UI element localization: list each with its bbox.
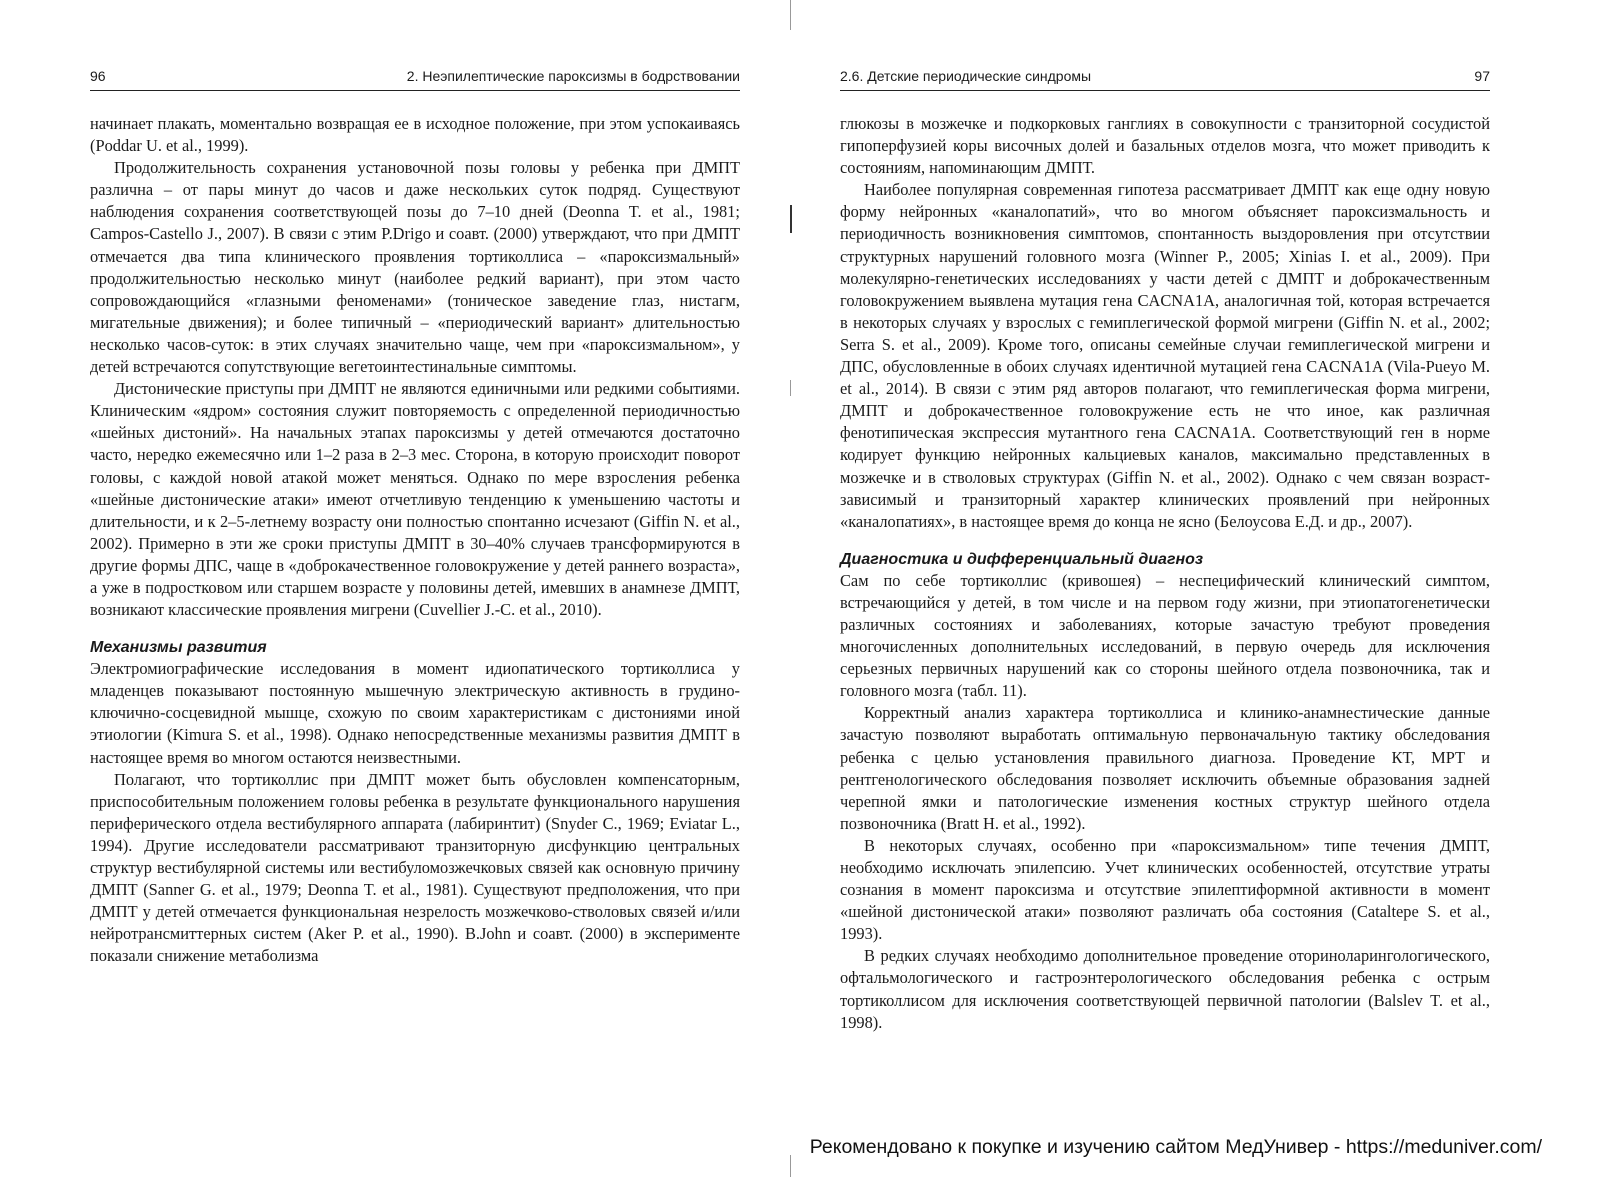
paragraph: Продолжительность сохранения установочной позы головы у ребенка при ДМПТ различна – от пары минут до часов и даже нескольких суток подряд. Существуют наблюдения сохранения соответствующей позы до 7–10 дней (Deonna T. et al., 1981; Campos-Castello J., 2007). В связи с этим P.Drigo и соавт. (2000) утверждают, что при ДМПТ отмечается два типа клинического проявления тортиколлиса – «пароксизмальный» продолжительностью несколько минут (наиболее редкий вариант), при этом часто сопровождающийся «глазными феноменами» (тоническое заведение глаз, нистагм, мигательные движения); и более типичный – «периодический вариант» длительностью несколько часов-суток: в этих случаях значительно чаще, чем при «пароксизмальном», у детей встречаются сопутствующие вегетоинтестинальные симптомы.	[90, 158, 740, 377]
page-number: 96	[90, 68, 106, 84]
gutter-line	[790, 0, 791, 30]
paragraph: глюкозы в мозжечке и подкорковых ганглиях в совокупности с транзиторной сосудистой гипоперфузией коры височных долей и базальных отделов мозга, что может приводить к состояниям, напоминающим ДМПТ.	[840, 114, 1490, 178]
gutter-line	[790, 205, 792, 233]
paragraph: В редких случаях необходимо дополнительное проведение оториноларингологического, офтальмологического и гастроэнтерологического обследования ребенка с острым тортиколлисом для исключения соответствующей первичной патологии (Balslev T. et al., 1998).	[840, 946, 1490, 1032]
paragraph: Электромиографические исследования в момент идиопатического тортиколлиса у младенцев показывают постоянную мышечную электрическую активность в грудино-ключично-сосцевидной мышце, схожую по своим характеристикам с дистониями иной этиологии (Kimura S. et al., 1998). Однако непосредственные механизмы развития ДМПТ в настоящее время во многом остаются неизвестными.	[90, 659, 740, 767]
gutter-line	[790, 1155, 791, 1177]
paragraph: Наиболее популярная современная гипотеза рассматривает ДМПТ как еще одну новую форму нейронных «каналопатий», что во многом объясняет пароксизмальность и периодичность возникновения симптомов, спонтанность выздоровления при отсутствии структурных нарушений головного мозга (Winner P., 2005; Xinias I. et al., 2009). При молекулярно-генетических исследованиях у части детей с ДМПТ и доброкачественным головокружением выявлена мутация гена CACNA1A, аналогичная той, которая встречается в некоторых случаях у взрослых с гемиплегической формой мигрени (Giffin N. et al., 2002; Serra S. et al., 2009). Кроме того, описаны семейные случаи гемиплегической мигрени и ДПС, обусловленные в обоих случаях идентичной мутацией гена CACNA1A (Vila-Pueyo M. et al., 2014). В связи с этим ряд авторов полагают, что гемиплегическая форма мигрени, ДМПТ и доброкачественное головокружение есть не что иное, как различная фенотипическая экспрессия мутантного гена CACNA1A. Соответствующий ген в норме кодирует функцию нейронных кальциевых каналов, максимально представленных в мозжечке и в стволовых структурах (Giffin N. et al., 2002). Однако с чем связан возраст-зависимый и транзиторный характер клинических проявлений при нейронных «каналопатиях», в настоящее время до конца не ясно (Белоусова Е.Д. и др., 2007).	[840, 180, 1490, 531]
left-page	[90, 0, 740, 1130]
paragraph: Сам по себе тортиколлис (кривошея) – неспецифический клинический симптом, встречающийся у детей, в том числе и на первом году жизни, при этиопатогенетически различных состояниях и заболеваниях, которые зачастую требуют проведения многочисленных дополнительных исследований, в первую очередь для исключения серьезных первичных нарушений как со стороны шейного отдела позвоночника, так и головного мозга (табл. 11).	[840, 570, 1490, 701]
page-number: 97	[1474, 68, 1490, 84]
paragraph: начинает плакать, моментально возвращая ее в исходное положение, при этом успокаиваясь (Poddar U. et al., 1999).	[90, 114, 740, 156]
paragraph: В некоторых случаях, особенно при «пароксизмальном» типе течения ДМПТ, необходимо исключать эпилепсию. Учет клинических особенностей, отсутствие утраты сознания в момент пароксизма и отсутствие эпилептиформной активности в момент «шейной дистонической атаки» позволяют различать оба состояния (Cataltepe S. et al., 1993).	[840, 835, 1490, 944]
running-title: 2.6. Детские периодические синдромы	[840, 68, 1092, 84]
footer-recommendation: Рекомендовано к покупке и изучению сайтом МедУнивер - https://meduniver.com/	[809, 1136, 1542, 1158]
paragraph: Корректный анализ характера тортиколлиса и клинико-анамнестические данные зачастую позволяют выработать оптимальную первоначальную тактику обследования ребенка с целью установления правильного диагноза. Проведение КТ, МРТ и рентгенологического обследования позволяет исключить объемные образования задней черепной ямки и патологические изменения костных структур шейного отдела позвоночника (Bratt H. et al., 1992).	[840, 703, 1490, 833]
section-heading: Механизмы развития	[90, 639, 267, 657]
gutter-line	[790, 380, 791, 396]
body-text	[90, 113, 740, 967]
section-heading: Диагностика и дифференциальный диагноз	[840, 550, 1204, 568]
paragraph: Дистонические приступы при ДМПТ не являются единичными или редкими событиями. Клиническим «ядром» состояния служит повторяемость с определенной периодичностью «шейных дистоний». На начальных этапах пароксизмы у детей отмечаются достаточно часто, нередко ежемесячно или 1–2 раза в 2–3 мес. Сторона, в которую происходит поворот головы, с каждой новой атакой может меняться. Однако по мере взросления ребенка «шейные дистонические атаки» имеют отчетливую тенденцию к уменьшению частоты и длительности, и к 2–5-летнему возрасту они полностью спонтанно исчезают (Giffin N. et al., 2002). Примерно в эти же сроки приступы ДМПТ в 30–40% случаев трансформируются в другие формы ДПС, чаще в «доброкачественное головокружение у детей раннего возраста», а уже в подростковом или старшем возрасте у половины детей, имевших в анамнезе ДМПТ, возникают классические проявления мигрени (Cuvellier J.-C. et al., 2010).	[90, 379, 740, 620]
paragraph: Полагают, что тортиколлис при ДМПТ может быть обусловлен компенсаторным, приспособительным положением головы ребенка в результате функционального нарушения периферического отдела вестибулярного аппарата (лабиринтит) (Snyder C., 1969; Eviatar L., 1994). Другие исследователи рассматривают транзиторную дисфункцию центральных структур вестибулярной системы или вестибуломозжечковых связей как основную причину ДМПТ (Sanner G. et al., 1979; Deonna T. et al., 1981). Существуют предположения, что при ДМПТ у детей отмечается функциональная незрелость мозжечково-стволовых связей и/или нейротрансмиттерных систем (Aker P. et al., 1990). B.John и соавт. (2000) в эксперименте показали снижение метаболизма	[90, 769, 740, 966]
body-text	[840, 113, 1490, 1034]
running-head	[90, 66, 740, 91]
running-title: 2. Неэпилептические пароксизмы в бодрствовании	[406, 68, 740, 84]
running-head	[840, 66, 1490, 91]
right-page	[840, 0, 1490, 1130]
